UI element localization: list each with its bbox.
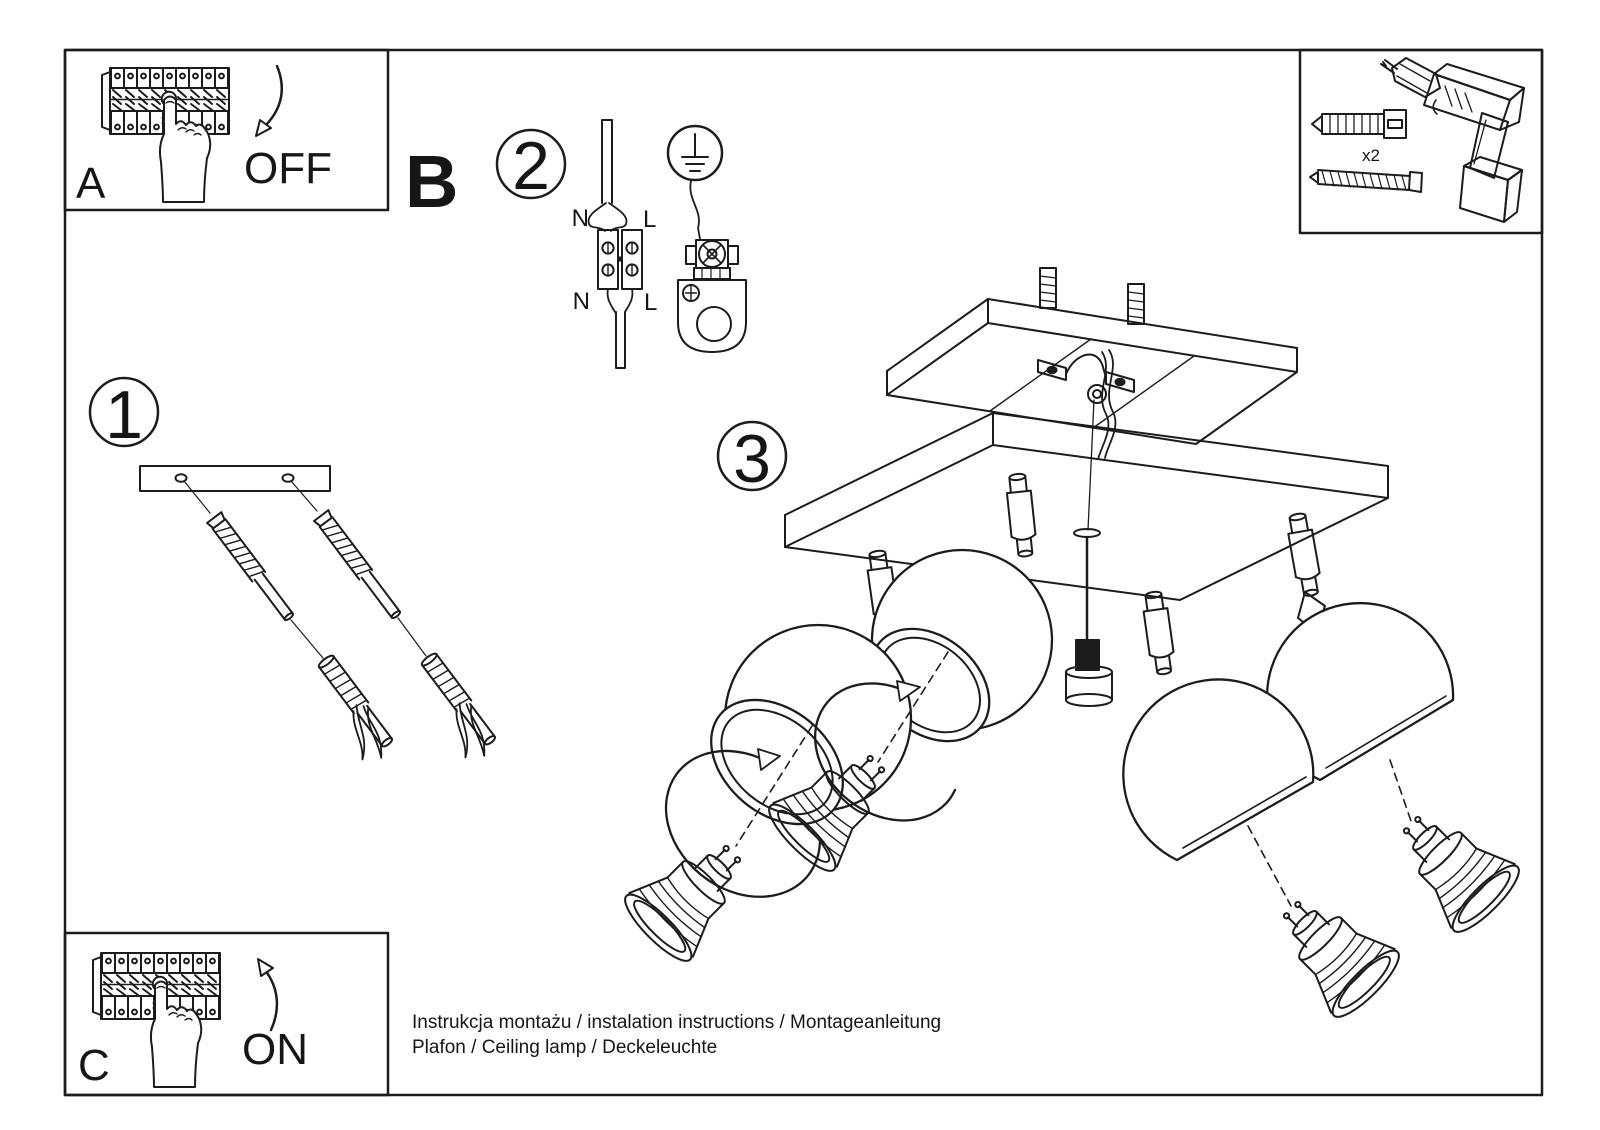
arrow-down-icon bbox=[256, 66, 282, 136]
section-b-label: B bbox=[405, 140, 459, 223]
quantity-label: x2 bbox=[1362, 146, 1380, 165]
threaded-stud-icon bbox=[1040, 268, 1056, 308]
panel-a-power-off bbox=[65, 50, 388, 210]
earth-ground-icon bbox=[668, 126, 722, 180]
screw-icon bbox=[1310, 170, 1422, 192]
mounting-bracket-illustration bbox=[140, 466, 330, 491]
svg-text:1: 1 bbox=[105, 377, 143, 453]
footer-line-2: Plafon / Ceiling lamp / Deckeleuchte bbox=[412, 1037, 718, 1058]
panel-c-action-label: ON bbox=[242, 1025, 308, 1074]
gu10-bulb-icon bbox=[1259, 877, 1407, 1025]
panel-c-power-on bbox=[65, 933, 388, 1095]
arrow-up-icon bbox=[258, 959, 277, 1030]
wire-label-n-top: N bbox=[571, 205, 589, 232]
mounting-screw-icon bbox=[314, 510, 404, 621]
wall-anchor-icon bbox=[300, 654, 399, 768]
footer bbox=[412, 1012, 941, 1058]
wire-label-l-top: L bbox=[643, 206, 657, 233]
spot-shade-ball-icon bbox=[1123, 679, 1313, 860]
wire-label-l-bottom: L bbox=[644, 289, 658, 316]
footer-line-1: Instrukcja montażu / instalation instructions / Montageanleitung bbox=[412, 1012, 942, 1033]
wall-anchor-icon bbox=[403, 652, 502, 766]
gu10-bulb-icon bbox=[1379, 792, 1527, 940]
step-3-badge bbox=[718, 421, 786, 497]
panel-a-action-label: OFF bbox=[244, 144, 332, 193]
tools-box bbox=[1300, 50, 1542, 233]
step-1-mounting bbox=[90, 377, 503, 768]
step-2-badge bbox=[497, 128, 565, 204]
terminal-block-diagram bbox=[588, 120, 642, 368]
svg-text:2: 2 bbox=[512, 128, 550, 204]
step-3-assembly bbox=[617, 268, 1527, 1025]
wire-label-n-bottom: N bbox=[572, 288, 590, 315]
mounting-screw-icon bbox=[207, 512, 297, 623]
section-b-wiring bbox=[405, 120, 746, 368]
threaded-stud-icon bbox=[1128, 284, 1144, 324]
drill-icon bbox=[1381, 58, 1524, 222]
panel-c-label: C bbox=[78, 1041, 110, 1090]
step-1-badge bbox=[90, 377, 158, 453]
spot-pivot-post-icon bbox=[1141, 590, 1176, 675]
alignment-lines bbox=[184, 481, 426, 658]
panel-a-label: A bbox=[76, 159, 106, 208]
svg-text:3: 3 bbox=[733, 421, 771, 497]
ground-clamp-illustration bbox=[678, 181, 746, 352]
wall-plug-icon bbox=[1312, 110, 1406, 138]
